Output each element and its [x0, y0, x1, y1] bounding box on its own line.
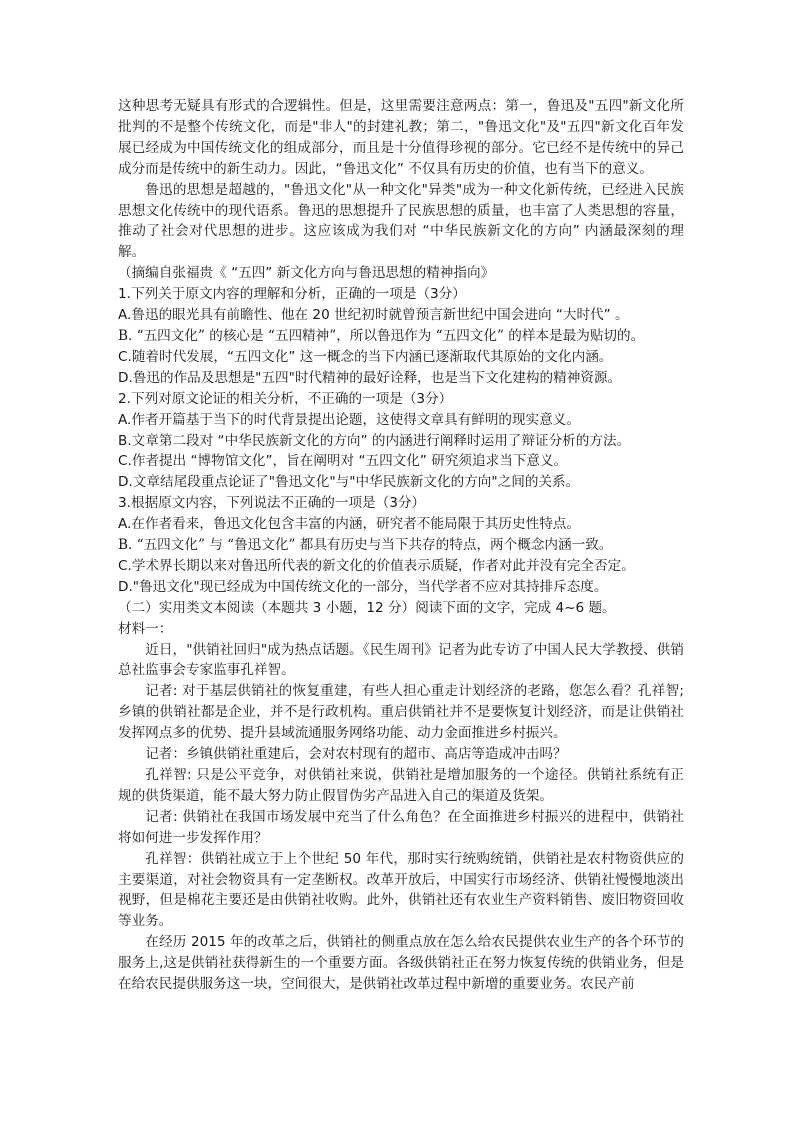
article1-source: （摘编自张福贵《 “五四” 新文化方向与鲁迅思想的精神指向》 [118, 265, 495, 282]
article1-paragraph-1: 这种思考无疑具有形式的合逻辑性。但是，这里需要注意两点：第一，鲁迅及"五四"新文化所批判的不是整个传统文化，而是"非人"的封建礼教；第二，"鲁迅文化"及"五四"新文化百年发展已经成为中国传统文化的组成部分，而且是十分值得珍视的部分。它已经不是传统中的异己成分而是传统中的新生动力。因此，“鲁迅文化” 不仅具有历史的价值，也有当下的意义。 [118, 98, 684, 177]
question-2-option-b: B.文章第二段对 “中华民族新文化的方向” 的内涵进行阐释时运用了辩证分析的方法。 [118, 432, 631, 449]
question-3-option-d: D."鲁迅文化"现已经成为中国传统文化的一部分，当代学者不应对其持排斥态度。 [118, 578, 608, 595]
question-3-stem: 3.根据原文内容，下列说法不正确的一项是（3分） [118, 495, 426, 512]
exam-page [118, 96, 684, 995]
material-1-label: 材料一： [118, 620, 173, 637]
question-1-option-a: A.鲁迅的眼光具有前瞻性、他在 20 世纪初时就曾预言新世纪中国会进向 “大时代” 。 [118, 307, 629, 324]
article2-paragraph-6: 孔祥智：供销社成立于上个世纪 50 年代，那时实行统购统销，供销社是农村物资供应的主要渠道，对社会物资具有一定垄断权。改革开放后，中国实行市场经济、供销社慢慢地淡出视野，但是棉花主要还是由供销社收购。此外，供销社还有农业生产资料销售、废旧物资回收等业务。 [118, 850, 684, 930]
question-2-stem: 2.下列对原文论证的相关分析，不正确的一项是（3分） [118, 390, 453, 407]
article2-paragraph-4: 孔祥智: 只是公平竞争，对供销社来说，供销社是增加服务的一个途径。供销社系统有正规的供货渠道，能不最大努力防止假冒伪劣产品进入自己的渠道及货架。 [118, 767, 684, 804]
question-2-option-a: A.作者开篇基于当下的时代背景提出论题，这使得文章具有鲜明的现实意义。 [118, 411, 580, 428]
question-1-stem: 1.下列关于原文内容的理解和分析，正确的一项是（3分） [118, 286, 466, 303]
article2-paragraph-2: 记者: 对于基层供销社的恢复重建，有些人担心重走计划经济的老路，您怎么看？孔祥智; 乡镇的供销社都是企业，并不是行政机构。重启供销社并不是要恢复计划经济，而是让供销社发挥网点多的优势、提升县域流通服务网络功能、动力金面推进乡村振兴。 [118, 683, 684, 742]
section-2-heading: （二）实用类文本阅读（本题共 3 小题，12 分）阅读下面的文字，完成 4~6 题。 [118, 599, 616, 616]
article2-paragraph-7: 在经历 2015 年的改革之后，供销社的侧重点放在怎么给农民提供农业生产的各个环节的服务上,这是供销社获得新生的一个重要方面。各级供销社正在努力恢复传统的供销业务，但是在给农民提供服务这一块，空间很大，是供销社改革过程中新增的重要业务。农民产前 [118, 934, 684, 993]
question-3-option-c: C.学术界长期以来对鲁迅所代表的新文化的价值表示质疑，作者对此并没有完全否定。 [118, 557, 635, 574]
question-1-option-b: B. “五四文化” 的核心是 “五四精神”，所以鲁迅作为 “五四文化” 的样本是最为贴切的。 [118, 327, 645, 344]
article2-paragraph-5: 记者: 供销社在我国市场发展中充当了什么角色？在全面推进乡村振兴的进程中，供销社将如何进一步发挥作用？ [118, 808, 684, 846]
question-2-option-c: C.作者提出 “博物馆文化”，旨在阐明对 “五四文化” 研究须追求当下意义。 [118, 453, 568, 470]
question-3-option-a: A.在作者看来，鲁迅文化包含丰富的内涵，研究者不能局限于其历史性特点。 [118, 516, 580, 533]
article1-paragraph-2: 鲁迅的思想是超越的，"鲁迅文化"从一种文化"异类"成为一种文化新传统，已经进入民族思想文化传统中的现代语系。鲁迅的思想提升了民族思想的质量，也丰富了人类思想的容量，推动了社会对代思想的进步。这应该成为我们对 “中华民族新文化的方向” 内涵最深刻的理解。 [118, 181, 684, 261]
question-2-option-d: D.文章结尾段重点论证了"鲁迅文化"与"中华民族新文化的方向"之间的关系。 [118, 474, 580, 491]
question-1-option-d: D.鲁迅的作品及思想是"五四"时代精神的最好诠释，也是当下文化建构的精神资源。 [118, 369, 622, 386]
question-3-option-b: B. “五四文化” 与 “鲁迅文化” 都具有历史与当下共存的特点，两个概念内涵一致。 [118, 537, 613, 554]
article2-paragraph-3: 记者：乡镇供销社重建后，会对农村现有的超市、高店等造成冲击吗？ [145, 746, 567, 763]
article2-paragraph-1: 近日，"供销社回归"成为热点话题。《民生周刊》记者为此专访了中国人民大学教授、供销总社监事会专家监事孔祥智。 [118, 641, 684, 679]
question-1-option-c: C.随着时代发展，“五四文化” 这一概念的当下内涵已逐渐取代其原始的文化内涵。 [118, 348, 613, 365]
